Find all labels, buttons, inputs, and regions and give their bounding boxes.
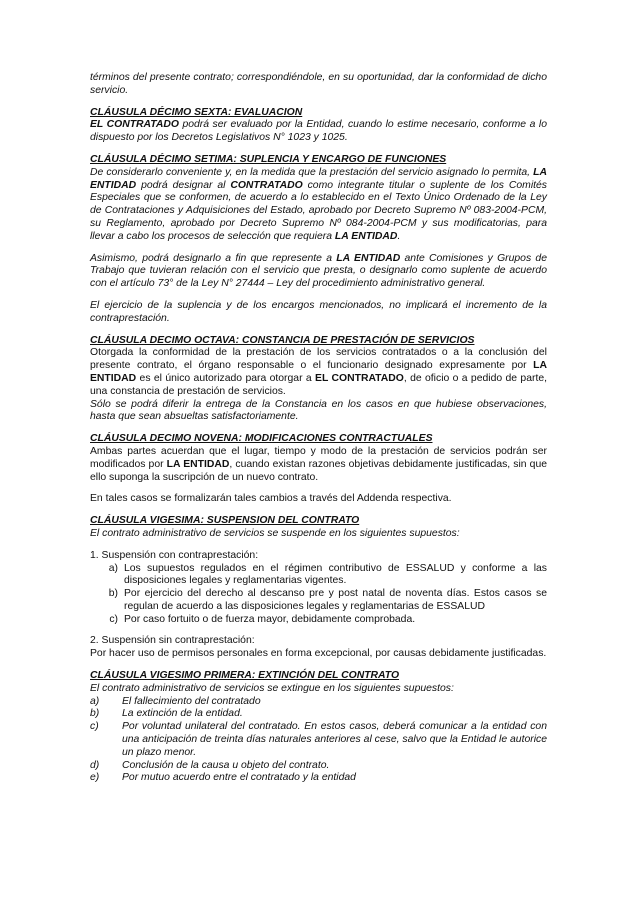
section-18	[90, 335, 547, 425]
list-item	[90, 614, 547, 627]
text: Otorgada la conformidad de la prestación de los servicios contratados o a la conclusión del presente contrato, el órgano responsable o el funcionario designado expresamente por	[90, 347, 547, 372]
bold-term: LA ENTIDAD	[90, 166, 547, 191]
list-label: c)	[90, 721, 99, 733]
text: De considerarlo conveniente y, en la medida que la prestación del servicio asignado lo permita,	[90, 166, 534, 178]
paragraph	[90, 167, 547, 244]
text: podrá ser evaluado por la Entidad, cuando lo estime necesario, conforme a lo dispuesto por los Decretos Legislativos N° 1023 y 1025.	[90, 119, 547, 144]
bold-term: EL CONTRATADO	[315, 372, 404, 384]
section-19	[90, 433, 547, 506]
list-text: La extinción de la entidad.	[122, 708, 243, 720]
list-text: Por mutuo acuerdo entre el contratado y la entidad	[122, 772, 356, 784]
list-label: b)	[108, 588, 118, 600]
section-20	[90, 515, 547, 661]
section-heading: CLÁUSULA VIGESIMA: SUSPENSION DEL CONTRATO	[90, 515, 360, 527]
paragraph-intro	[90, 72, 547, 98]
list	[90, 696, 547, 786]
list-text: Por ejercicio del derecho al descanso pre y post natal de noventa días. Estos casos se regulan de acuerdo a las disposiciones legales y reglamentarias de ESSALUD	[124, 588, 547, 612]
section-heading: CLÁUSULA DECIMO OCTAVA: CONSTANCIA DE PRESTACIÓN DE SERVICIOS	[90, 334, 475, 346]
list-text: Por voluntad unilateral del contratado. En estos casos, deberá comunicar a la entidad con una anticipación de treinta días naturales anteriores al cese, salvo que la Entidad le autorice un plazo menor.	[122, 721, 547, 758]
text: Asimismo, podrá designarlo a fin que represente a	[90, 252, 337, 264]
text: podrá designar al	[136, 179, 231, 191]
section-heading: CLÁUSULA DECIMO NOVENA: MODIFICACIONES CONTRACTUALES	[90, 433, 433, 445]
list-label: e)	[90, 772, 100, 784]
bold-term: CONTRATADO	[230, 179, 303, 191]
list-label: b)	[90, 708, 100, 720]
list	[90, 563, 547, 627]
document-page	[90, 72, 547, 785]
list-text: Por caso fortuito o de fuerza mayor, debidamente comprobada.	[124, 613, 416, 625]
bold-term: EL CONTRATADO	[90, 119, 179, 131]
list-text: El fallecimiento del contratado	[122, 695, 261, 707]
list-text: Los supuestos regulados en el régimen contributivo de ESSALUD y conforme a las disposiciones legales y reglamentarias vigentes.	[124, 562, 547, 587]
bold-term: LA ENTIDAD	[336, 252, 401, 264]
text: como integrante titular o suplente de los Comités Especiales que se conformen, de acuerdo a lo establecido en el Texto Único Ordenado de la Ley de Contrataciones y Adquisiciones del Estado, aprobado por Decreto Supremo Nº 083-2004-PCM, su Reglamento, aprobado por Decreto Supremo Nº 084-2004-PCM y sus modificatorias, para llevar a cabo los procesos de selección que requiera	[90, 179, 547, 242]
list-label: a)	[108, 562, 118, 574]
paragraph: En tales casos se formalizarán tales cambios a través del Addenda respectiva.	[90, 493, 452, 505]
bold-term: LA ENTIDAD	[90, 360, 547, 384]
list-label: d)	[90, 759, 100, 771]
text: ante Comisiones y Grupos de Trabajo que tuvieran relación con el servicio que presta, o designarlo como suplente de acuerdo con el artículo 73° de la Ley N° 27444 – Ley del procedimiento administrativo general.	[90, 252, 547, 290]
list-item	[90, 721, 547, 759]
paragraph: El ejercicio de la suplencia y de los encargos mencionados, no implicará el incremento de la contraprestación.	[90, 299, 547, 324]
list-item	[90, 563, 547, 589]
bold-term: LA ENTIDAD	[166, 458, 230, 470]
text: .	[397, 230, 401, 242]
paragraph	[90, 253, 547, 291]
paragraph: El contrato administrativo de servicios se extingue en los siguientes supuestos:	[90, 682, 454, 694]
paragraph	[90, 446, 547, 484]
paragraph	[90, 119, 547, 145]
paragraph-text: términos del presente contrato; correspondiéndole, en su oportunidad, dar la conformidad de dicho servicio.	[90, 72, 547, 96]
list-heading: 1. Suspensión con contraprestación:	[90, 549, 259, 561]
text: Ambas partes acuerdan que el lugar, tiempo y modo de la prestación de servicios podrán ser modificados por	[90, 445, 547, 470]
paragraph: Sólo se podrá diferir la entrega de la Constancia en los casos en que hubiese observaciones, hasta que sean absueltas satisfactoriamente.	[90, 398, 547, 423]
list-item	[90, 760, 547, 773]
section-heading: CLÁUSULA DÉCIMO SEXTA: EVALUACION	[90, 106, 303, 118]
list-heading: 2. Suspensión sin contraprestación:	[90, 635, 255, 647]
list-label: a)	[90, 695, 100, 707]
list-text: Conclusión de la causa u objeto del contrato.	[122, 759, 330, 771]
section-17	[90, 154, 547, 326]
section-21	[90, 670, 547, 785]
section-heading: CLÁUSULA VIGESIMO PRIMERA: EXTINCIÓN DEL CONTRATO	[90, 670, 400, 682]
section-heading: CLÁUSULA DÉCIMO SETIMA: SUPLENCIA Y ENCARGO DE FUNCIONES	[90, 153, 447, 165]
list-label: c)	[109, 613, 118, 625]
text: , de oficio o a pedido de parte, una constancia de prestación de servicios.	[90, 372, 547, 397]
text: , cuando existan razones objetivas debidamente justificadas, sin que ello suponga la suscripción de un nuevo contrato.	[90, 458, 547, 483]
list-item	[90, 708, 547, 721]
list-item	[90, 772, 547, 785]
section-16	[90, 107, 547, 145]
paragraph: Por hacer uso de permisos personales en forma excepcional, por causas debidamente justificadas.	[90, 648, 547, 660]
bold-term: LA ENTIDAD	[334, 230, 398, 242]
list-item	[90, 588, 547, 614]
paragraph: El contrato administrativo de servicios se suspende en los siguientes supuestos:	[90, 527, 460, 539]
list-item	[90, 696, 547, 709]
paragraph	[90, 347, 547, 398]
text: es el único autorizado para otorgar a	[136, 372, 316, 384]
